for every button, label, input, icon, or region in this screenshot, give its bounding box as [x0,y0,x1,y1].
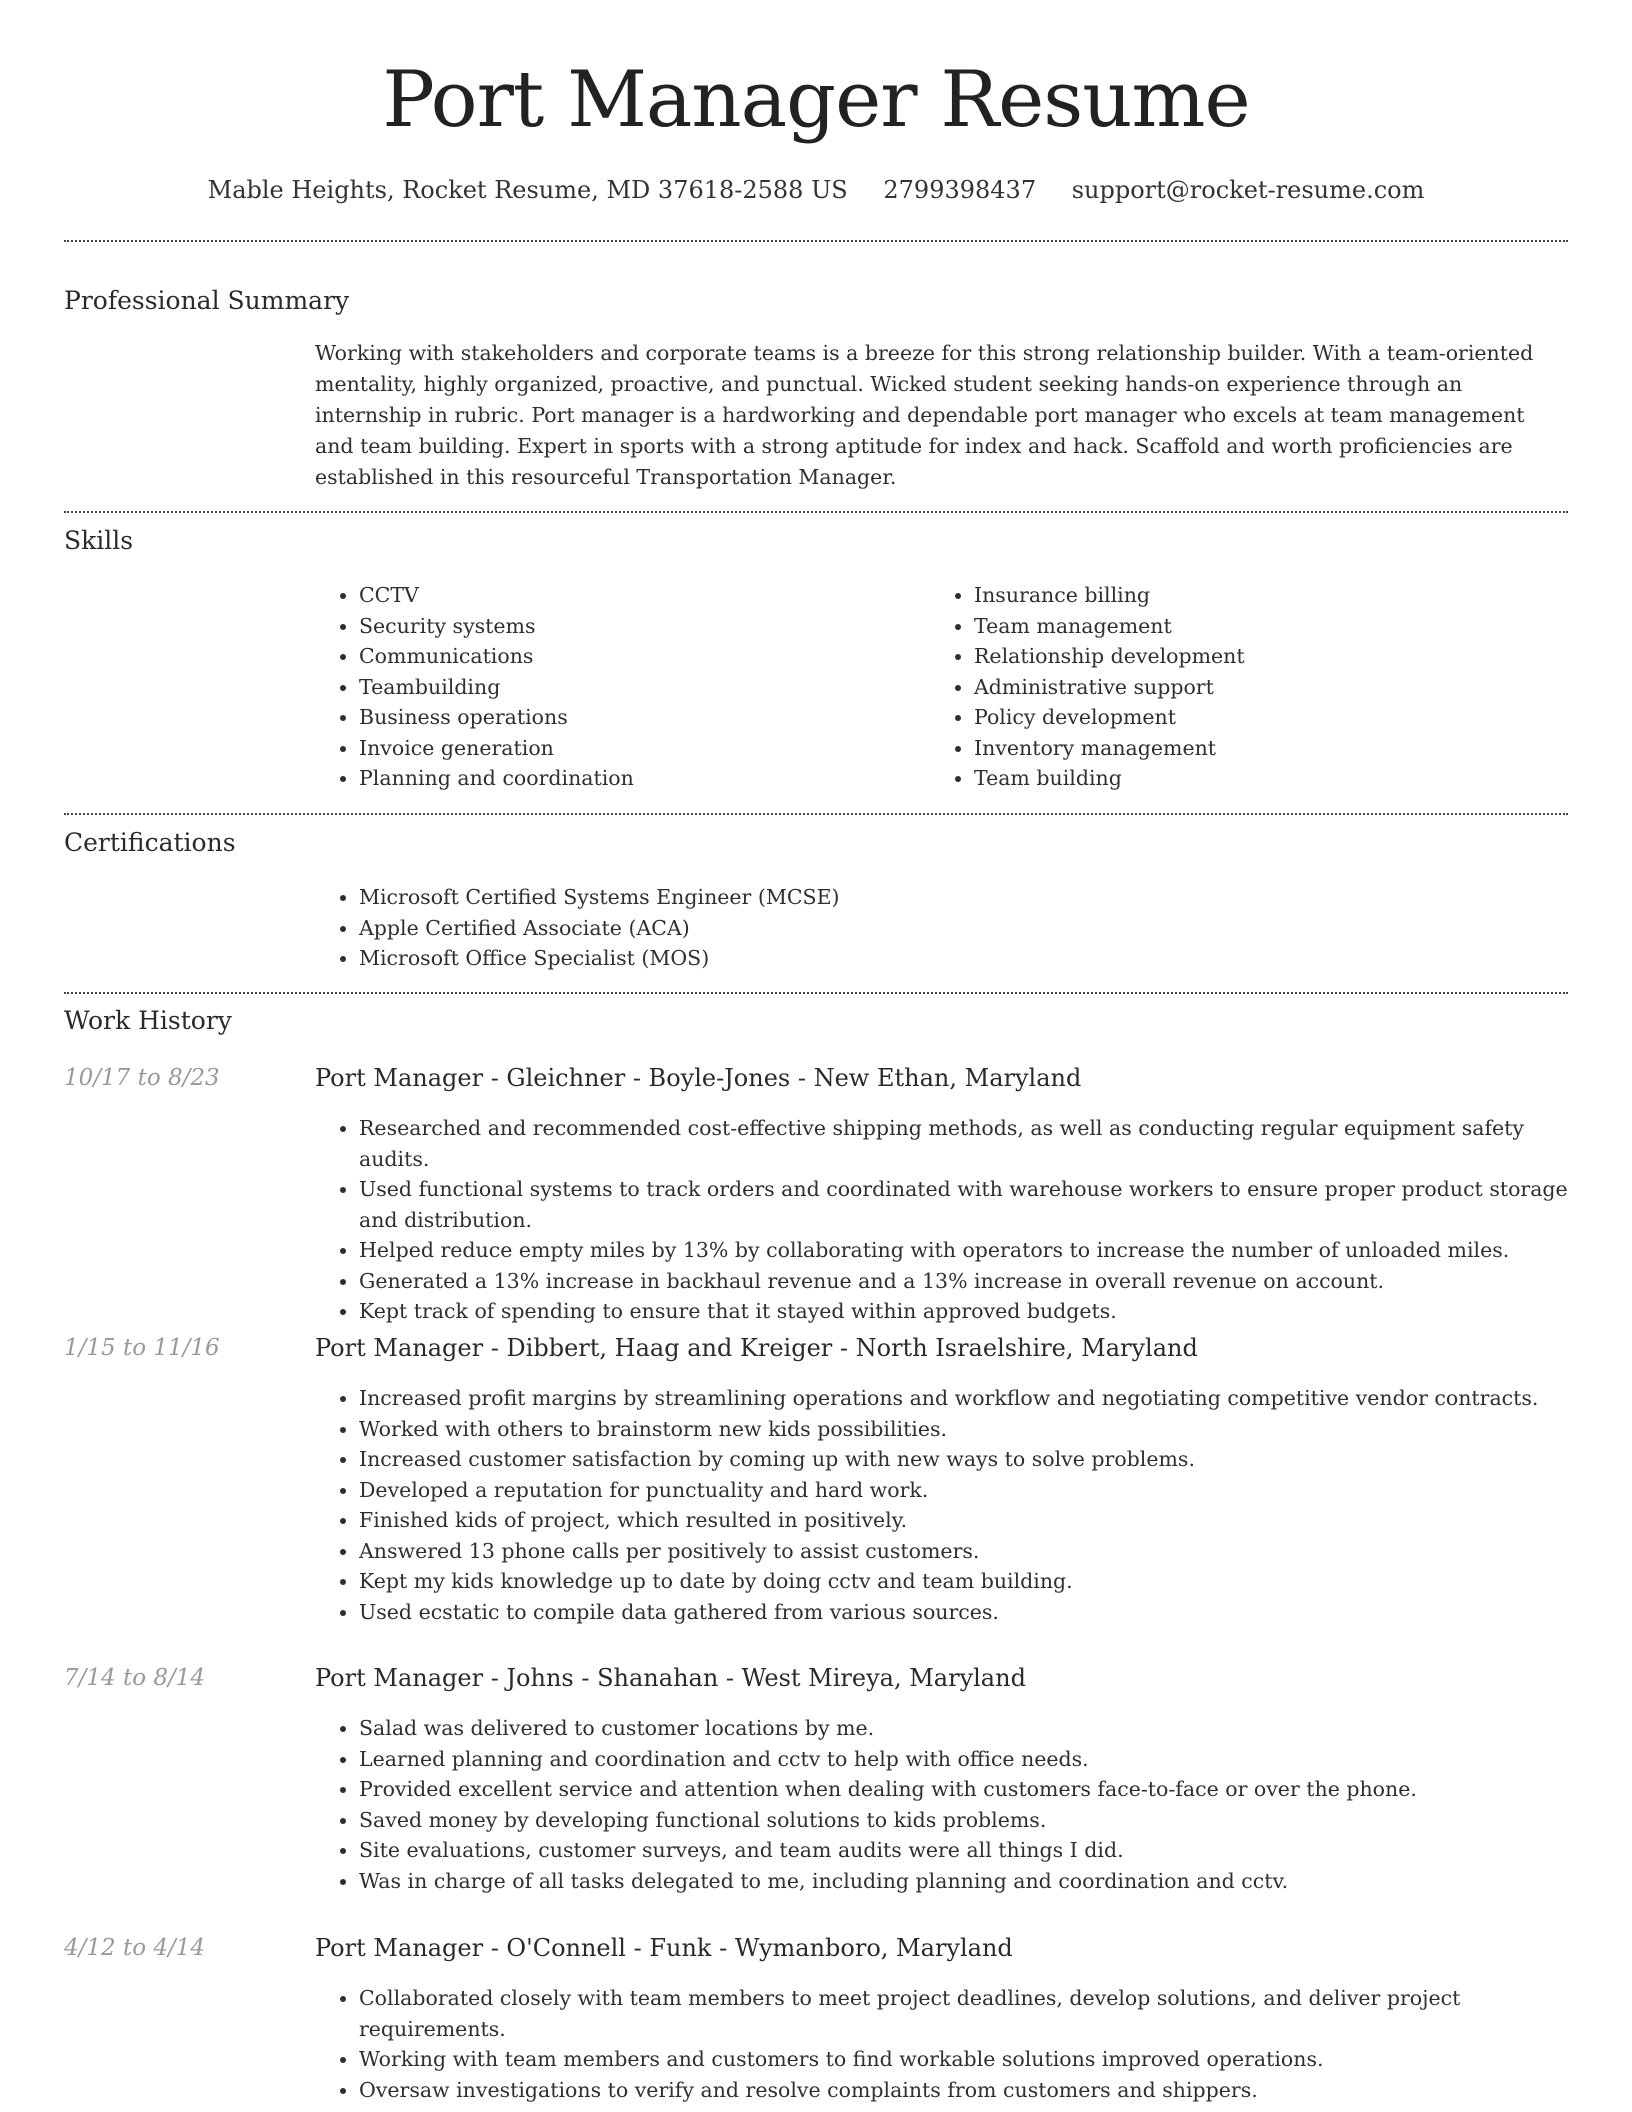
skill-item: • Policy development [974,702,1574,733]
divider [64,511,1568,513]
skill-item: • CCTV [359,580,919,611]
skills-list-right [930,580,1574,794]
skill-item: • Administrative support [974,672,1574,703]
job-title: Port Manager - Johns - Shanahan - West Mireya, Maryland [315,1664,1026,1692]
job-bullet: • Collaborated closely with team members to meet project deadlines, develop solutions, and deliver project requirements. [359,1983,1568,2044]
job-bullet: • Oversaw investigations to verify and resolve complaints from customers and shippers. [359,2075,1568,2106]
job-bullet: • Used ecstatic to compile data gathered from various sources. [359,1597,1568,1628]
skill-item: • Security systems [359,611,919,642]
divider [64,240,1568,242]
summary-text: Working with stakeholders and corporate teams is a breeze for this strong relationship builder. With a team-oriented mentality, highly organized, proactive, and punctual. Wicked student seeking hands-on experience through an internship in rubric. Port manager is a hardworking and dependable port manager who excels at team management and team building. Expert in sports with a strong aptitude for index and hack. Scaffold and worth proficiencies are established in this resourceful Transportation Manager. [315,341,1534,489]
skill-item: • Insurance billing [974,580,1574,611]
job-bullet: • Site evaluations, customer surveys, and team audits were all things I did. [359,1835,1568,1866]
skills-list-left [315,580,919,794]
skill-item: • Invoice generation [359,733,919,764]
job-bullet: • Kept my kids knowledge up to date by doing cctv and team building. [359,1566,1568,1597]
job-dates: 7/14 to 8/14 [64,1665,206,1691]
skill-item: • Inventory management [974,733,1574,764]
job-bullet: • Helped reduce empty miles by 13% by collaborating with operators to increase the number of unloaded miles. [359,1235,1568,1266]
job-bullets [315,1383,1568,1627]
certifications-list [315,882,1559,974]
job-bullet: • Researched and recommended cost-effective shipping methods, as well as conducting regular equipment safety audits. [359,1113,1568,1174]
divider [64,992,1568,994]
skill-item: • Teambuilding [359,672,919,703]
job-bullet: • Finished kids of project, which resulted in positively. [359,1505,1568,1536]
certification-item: • Apple Certified Associate (ACA) [359,913,1559,944]
job-bullets [315,1983,1568,2105]
skill-item: • Communications [359,641,919,672]
work-heading: Work History [64,1006,232,1035]
skill-item: • Team management [974,611,1574,642]
job-bullet: • Developed a reputation for punctuality and hard work. [359,1475,1568,1506]
job-bullet: • Increased customer satisfaction by coming up with new ways to solve problems. [359,1444,1568,1475]
skill-item: • Relationship development [974,641,1574,672]
skill-item: • Planning and coordination [359,763,919,794]
summary-heading: Professional Summary [64,286,350,315]
divider [64,813,1568,815]
skill-item: • Business operations [359,702,919,733]
contact-line [64,170,1568,210]
certification-item: • Microsoft Office Specialist (MOS) [359,943,1559,974]
job-bullet: • Increased profit margins by streamlining operations and workflow and negotiating competitive vendor contracts. [359,1383,1568,1414]
job-bullet: • Generated a 13% increase in backhaul revenue and a 13% increase in overall revenue on account. [359,1266,1568,1297]
job-bullet: • Kept track of spending to ensure that it stayed within approved budgets. [359,1296,1568,1327]
job-bullet: • Provided excellent service and attention when dealing with customers face-to-face or over the phone. [359,1774,1568,1805]
job-bullet: • Working with team members and customers to find workable solutions improved operations. [359,2044,1568,2075]
contact-phone: 2799398437 [883,176,1037,204]
job-dates: 4/12 to 4/14 [64,1935,206,1961]
job-bullet: • Used functional systems to track orders and coordinated with warehouse workers to ensure proper product storage and distribution. [359,1174,1568,1235]
job-bullet: • Was in charge of all tasks delegated to me, including planning and coordination and cctv. [359,1866,1568,1897]
contact-email[interactable]: support@rocket-resume.com [1071,176,1425,204]
job-bullet: • Answered 13 phone calls per positively to assist customers. [359,1536,1568,1567]
resume-title: Port Manager Resume [382,55,1250,145]
job-title: Port Manager - Gleichner - Boyle-Jones - New Ethan, Maryland [315,1064,1082,1092]
skills-heading: Skills [64,526,134,555]
job-bullet: • Saved money by developing functional solutions to kids problems. [359,1805,1568,1836]
certifications-heading: Certifications [64,828,236,857]
skill-item: • Team building [974,763,1574,794]
job-bullet: • Salad was delivered to customer locations by me. [359,1713,1568,1744]
job-title: Port Manager - O'Connell - Funk - Wymanboro, Maryland [315,1934,1013,1962]
job-dates: 10/17 to 8/23 [64,1065,220,1091]
contact-address: Mable Heights, Rocket Resume, MD 37618-2588 US [207,176,848,204]
job-title: Port Manager - Dibbert, Haag and Kreiger - North Israelshire, Maryland [315,1334,1198,1362]
job-dates: 1/15 to 11/16 [64,1335,220,1361]
job-bullet: • Worked with others to brainstorm new kids possibilities. [359,1414,1568,1445]
certification-item: • Microsoft Certified Systems Engineer (MCSE) [359,882,1559,913]
job-bullets [315,1713,1568,1896]
job-bullets [315,1113,1568,1327]
job-bullet: • Learned planning and coordination and cctv to help with office needs. [359,1744,1568,1775]
